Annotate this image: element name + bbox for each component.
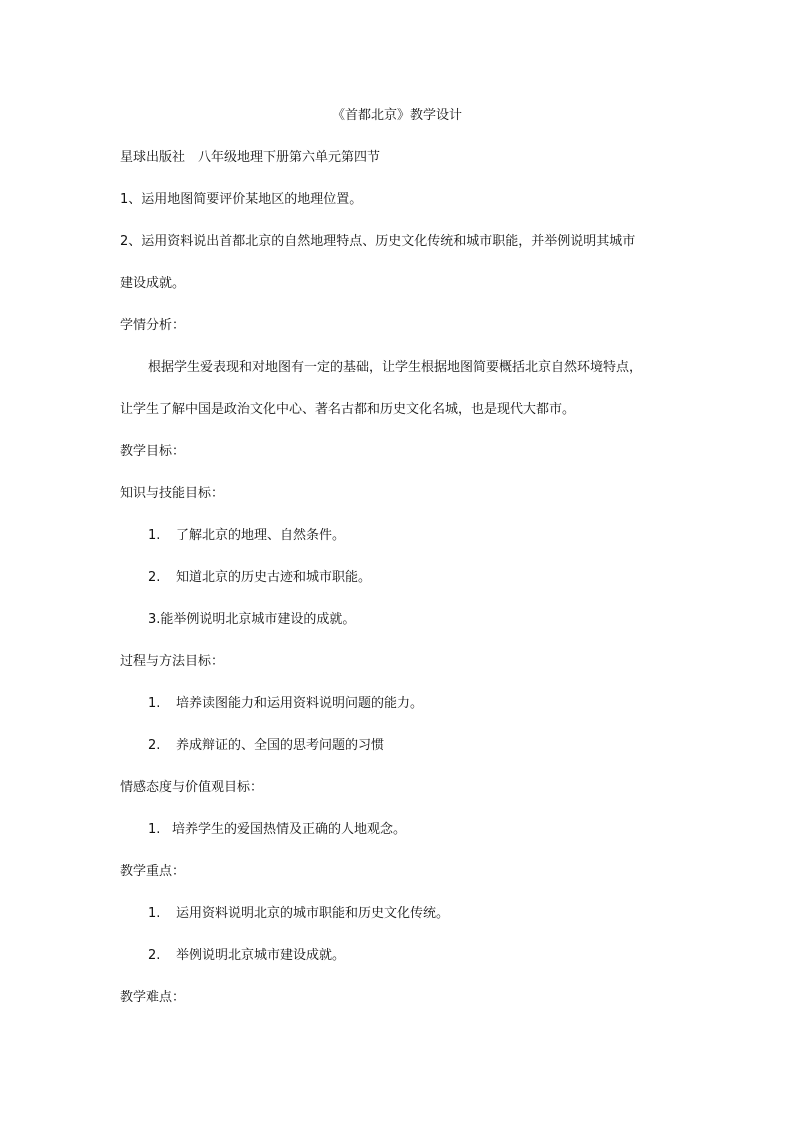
list-item <box>148 528 345 544</box>
process-objectives-heading: 过程与方法目标： <box>120 654 225 669</box>
list-item-text: 举例说明北京城市建设成就。 <box>176 948 346 963</box>
document-subtitle: 星球出版社 八年级地理下册第六单元第四节 <box>120 150 381 165</box>
list-item <box>148 570 371 586</box>
list-item-text: 养成辩证的、全国的思考问题的习惯 <box>176 738 385 753</box>
document-title: 《首都北京》教学设计 <box>331 108 462 123</box>
list-item-number: 1. <box>148 528 161 543</box>
list-item-number: 1. <box>148 696 161 711</box>
emotion-objectives-heading: 情感态度与价值观目标： <box>120 780 264 795</box>
list-item-number: 2. <box>148 948 161 963</box>
list-item-text: 知道北京的历史古迹和城市职能。 <box>176 570 372 585</box>
intro-item-1: 1、运用地图简要评价某地区的地理位置。 <box>120 192 363 207</box>
list-item-number: 1. <box>148 822 161 837</box>
list-item <box>148 696 423 712</box>
intro-item-2-line-1: 2、运用资料说出首都北京的自然地理特点、历史文化传统和城市职能，并举例说明其城市 <box>120 234 636 249</box>
list-item <box>148 906 449 922</box>
list-item-number: 2. <box>148 570 161 585</box>
list-item <box>148 612 355 628</box>
list-item-text: 运用资料说明北京的城市职能和历史文化传统。 <box>176 906 450 921</box>
key-points-heading: 教学重点： <box>120 864 186 879</box>
difficulties-heading: 教学难点： <box>120 990 186 1005</box>
list-item-number: 1. <box>148 906 161 921</box>
list-item-number: 2. <box>148 738 161 753</box>
analysis-paragraph-line-2: 让学生了解中国是政治文化中心、著名古都和历史文化名城，也是现代大都市。 <box>120 402 576 417</box>
analysis-heading: 学情分析： <box>120 318 186 333</box>
analysis-paragraph-line-1: 根据学生爱表现和对地图有一定的基础，让学生根据地图简要概括北京自然环境特点， <box>148 360 643 375</box>
knowledge-objectives-heading: 知识与技能目标： <box>120 486 225 501</box>
objectives-heading: 教学目标： <box>120 444 186 459</box>
list-item-text: 3.能举例说明北京城市建设的成就。 <box>148 612 356 627</box>
list-item <box>148 822 406 838</box>
list-item-text: 培养学生的爱国热情及正确的人地观念。 <box>172 822 407 837</box>
list-item <box>148 738 384 754</box>
list-item-text: 培养读图能力和运用资料说明问题的能力。 <box>176 696 424 711</box>
list-item <box>148 948 345 964</box>
list-item-text: 了解北京的地理、自然条件。 <box>176 528 346 543</box>
intro-item-2-line-2: 建设成就。 <box>120 276 186 291</box>
